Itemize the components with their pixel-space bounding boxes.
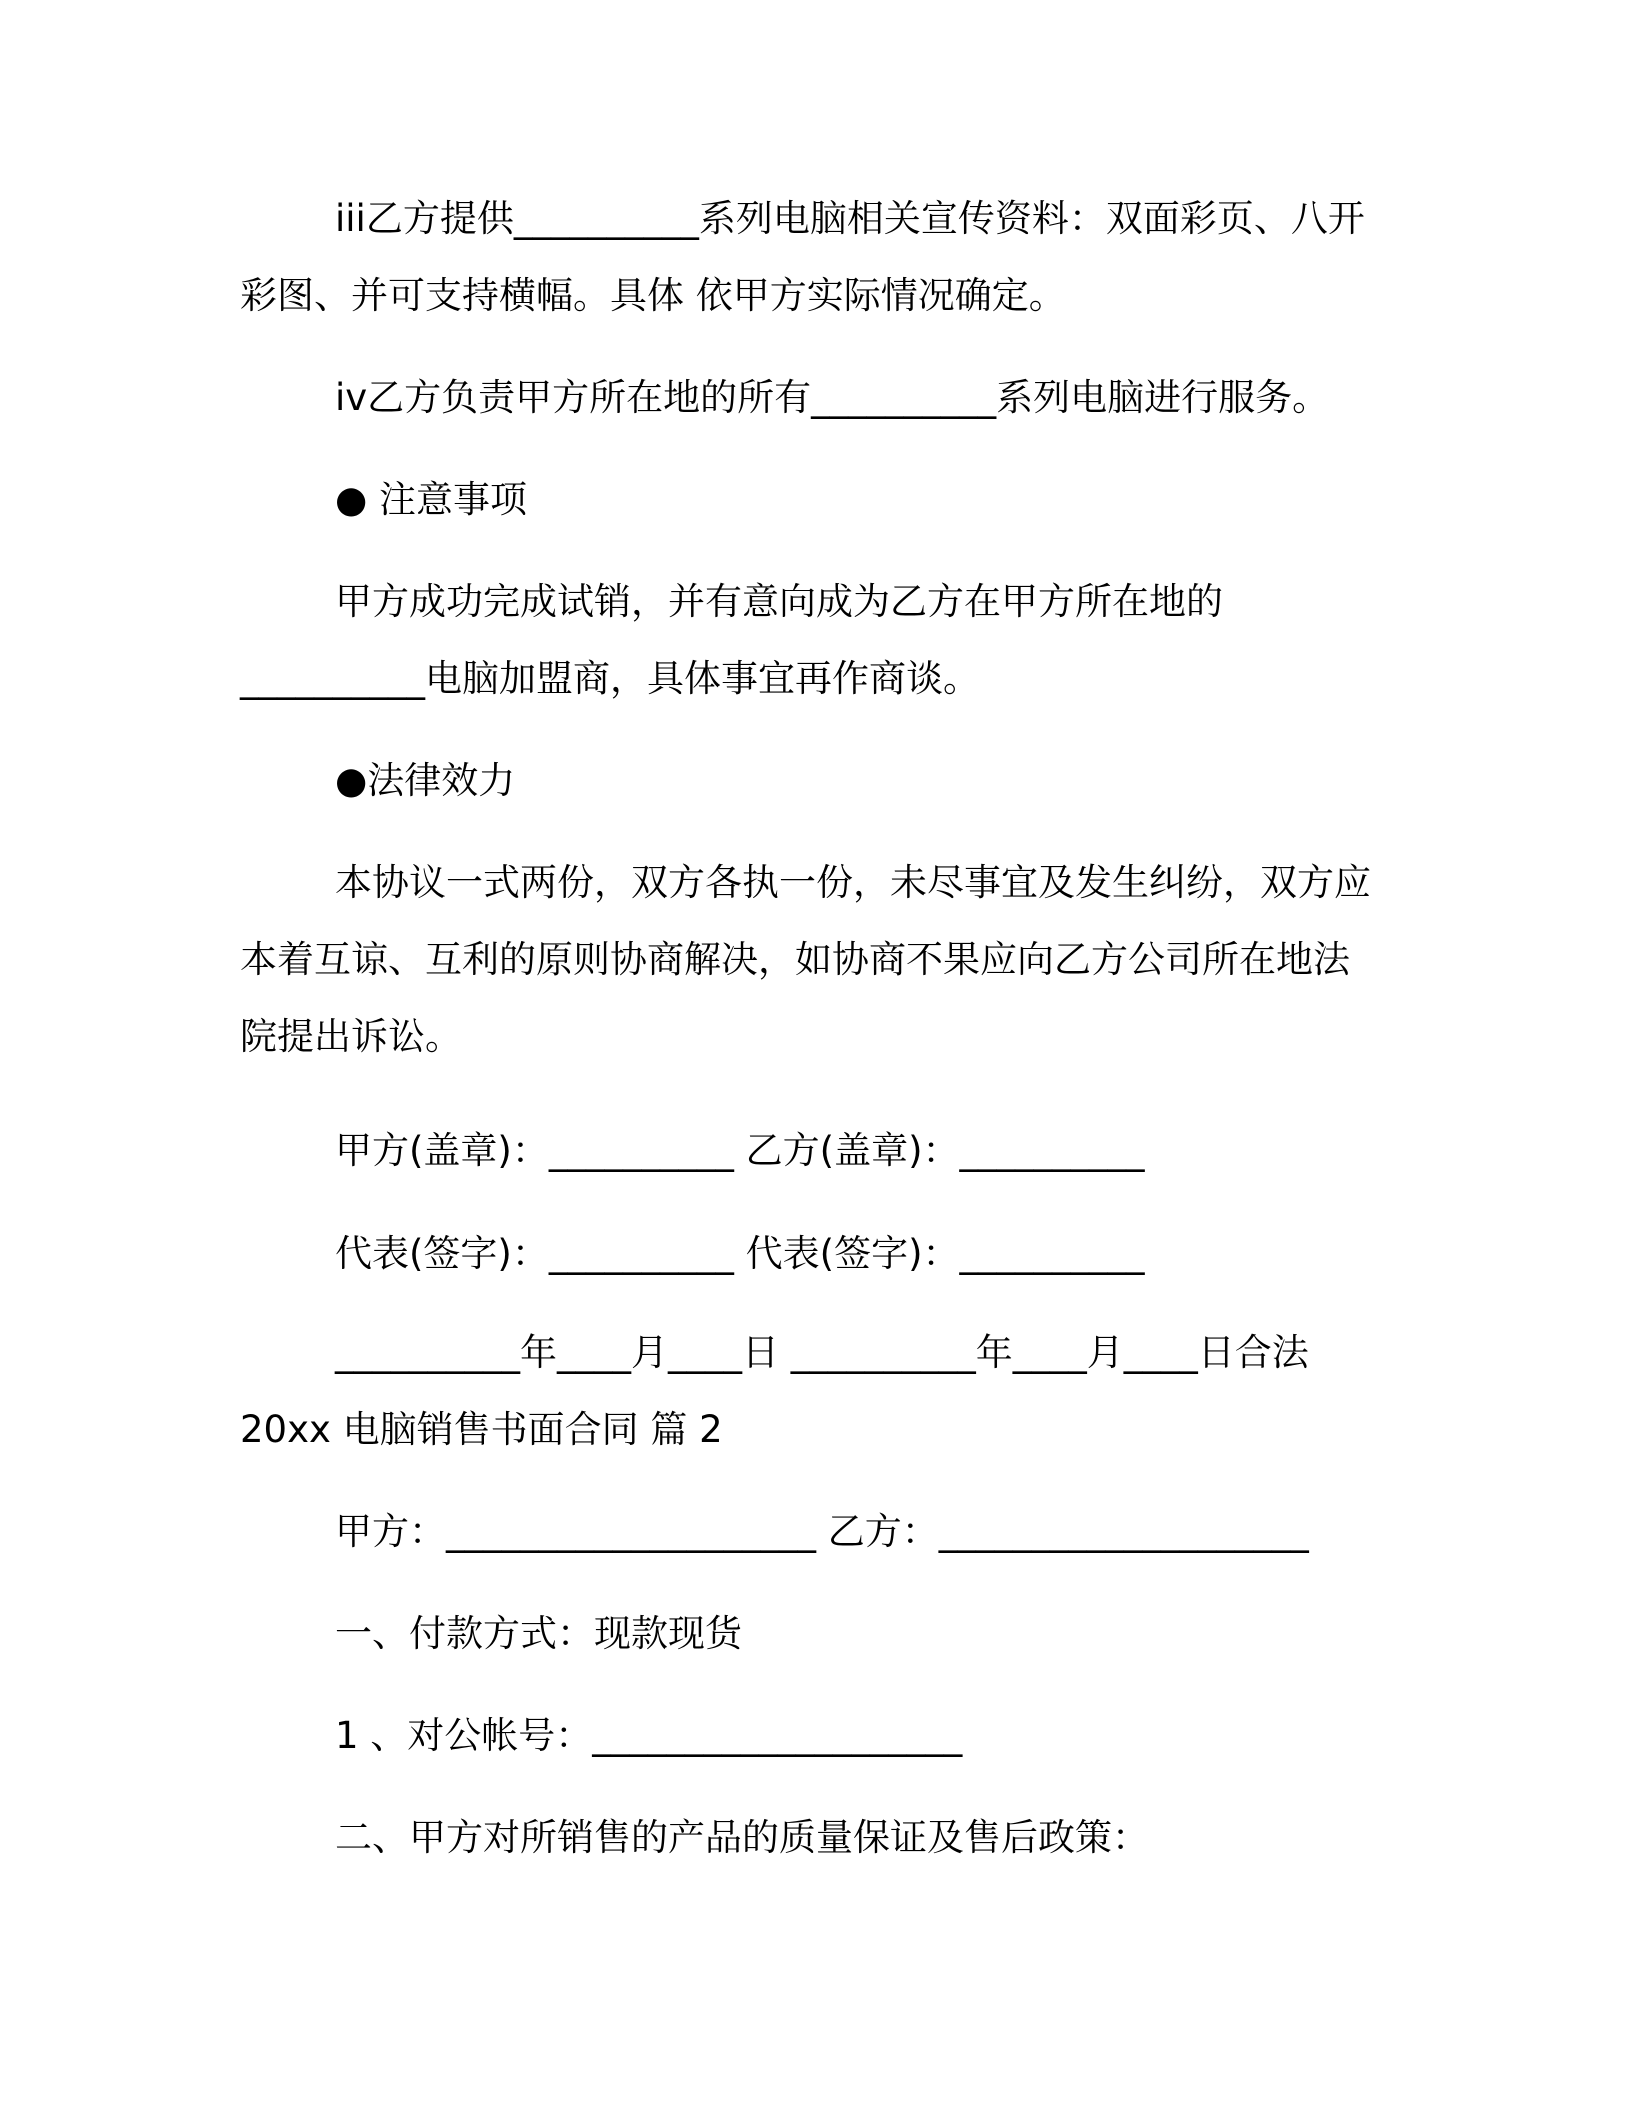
clause-iii-line-2: 彩图、并可支持横幅。具体 依甲方实际情况确定。 (240, 274, 1066, 317)
warranty-policy-heading: 二、甲方对所销售的产品的质量保证及售后政策： (335, 1816, 1149, 1859)
notes-paragraph-line-1: 甲方成功完成试销，并有意向成为乙方在甲方所在地的 (335, 580, 1223, 623)
representative-signature-line: 代表(签字)：__________ 代表(签字)：__________ (335, 1232, 1145, 1275)
account-number-line: 1 、对公帐号：____________________ (335, 1714, 963, 1757)
contract-title: 20xx 电脑销售书面合同 篇 2 (240, 1408, 723, 1451)
payment-method-line: 一、付款方式：现款现货 (335, 1612, 742, 1655)
section-heading-legal-effect: ●法律效力 (335, 759, 516, 802)
notes-paragraph-line-2: __________电脑加盟商，具体事宜再作商谈。 (240, 657, 980, 700)
clause-iv-line: iv乙方负责甲方所在地的所有__________系列电脑进行服务。 (335, 376, 1330, 419)
legal-paragraph-line-3: 院提出诉讼。 (240, 1015, 462, 1058)
seal-signature-line: 甲方(盖章)：__________ 乙方(盖章)：__________ (335, 1129, 1145, 1172)
party-line: 甲方：____________________ 乙方：____________________ (335, 1510, 1309, 1553)
clause-iii-line-1: iii乙方提供__________系列电脑相关宣传资料：双面彩页、八开 (335, 197, 1365, 240)
legal-paragraph-line-2: 本着互谅、互利的原则协商解决，如协商不果应向乙方公司所在地法 (240, 938, 1350, 981)
date-line: __________年____月____日 __________年____月____日合法 (335, 1331, 1309, 1374)
section-heading-notes: ● 注意事项 (335, 478, 528, 521)
legal-paragraph-line-1: 本协议一式两份，双方各执一份，未尽事宜及发生纠纷，双方应 (335, 861, 1371, 904)
